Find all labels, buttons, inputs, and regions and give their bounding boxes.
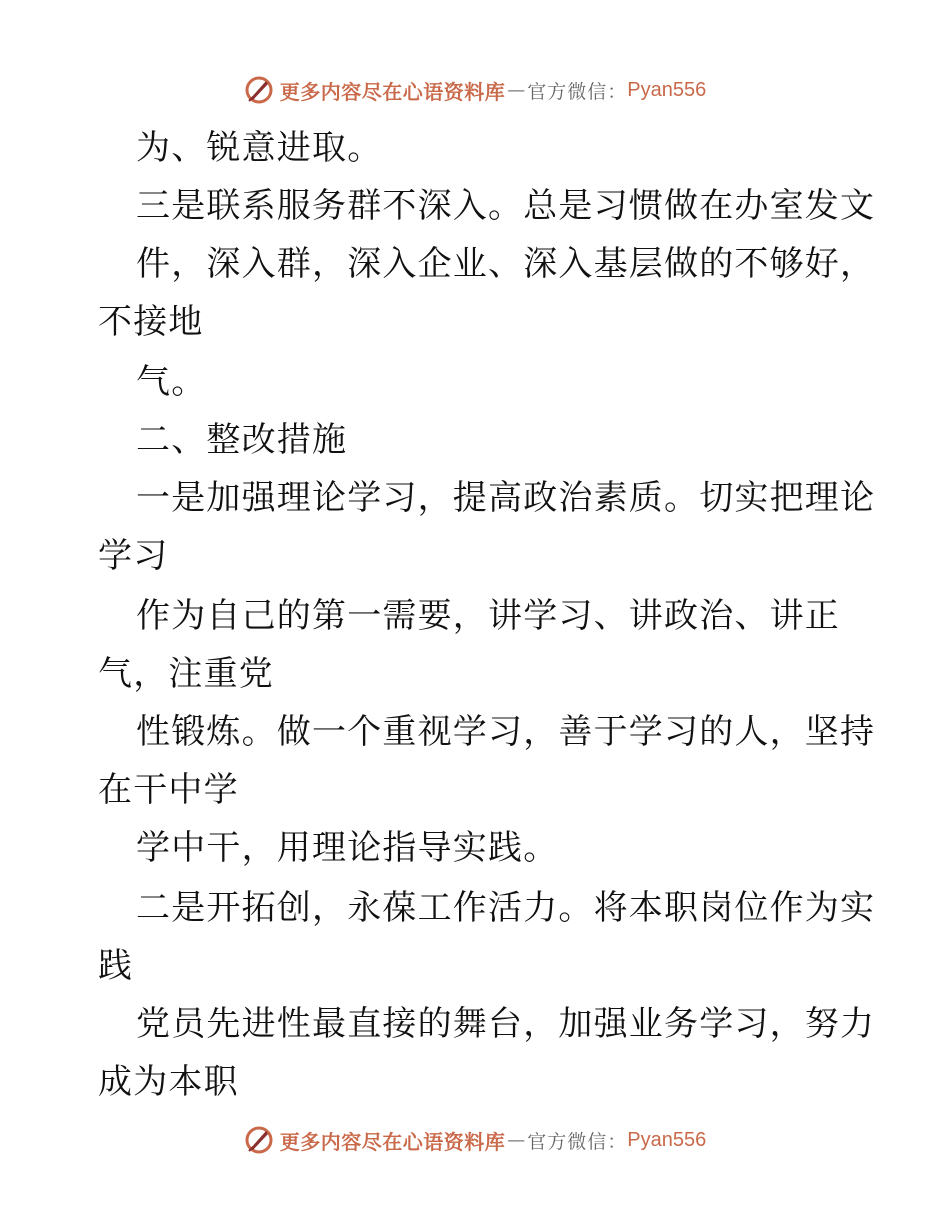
body-line-16: 党员先进性最直接的舞台，加强业务学习，努力 [136,1004,876,1044]
body-line-9: 作为自己的第一需要，讲学习、讲政治、讲正 [136,596,840,636]
footer-wechat-label: 官方微信： [527,1130,628,1153]
body-line-4: 不接地 [98,302,204,342]
body-line-12: 在干中学 [98,770,239,810]
body-line-5: 气。 [136,362,207,402]
body-line-8: 学习 [98,536,169,576]
body-line-15: 践 [98,946,134,986]
body-line-17: 成为本职 [98,1062,239,1102]
body-line-2: 三是联系服务群不深入。总是习惯做在办室发文 [136,186,876,226]
section-heading: 二、整改措施 [136,420,348,460]
body-line-3: 件，深入群，深入企业、深入基层做的不够好， [136,244,876,284]
header-dash: — [507,79,526,101]
header-banner [0,70,950,110]
quill-logo-icon [244,1125,274,1155]
body-line-13: 学中干，用理论指导实践。 [136,828,559,868]
body-line-14: 二是开拓创，永葆工作活力。将本职岗位作为实 [136,888,876,928]
footer-wechat-id: Pyan556 [627,1128,707,1151]
body-line-10: 气，注重党 [98,654,274,694]
quill-logo-icon [244,75,274,105]
body-line-1: 为、锐意进取。 [136,128,383,168]
header-wechat-label: 官方微信： [527,80,628,103]
footer-brand: 更多内容尽在心语资料库 [279,1129,506,1154]
body-line-7: 一是加强理论学习，提高政治素质。切实把理论 [136,478,876,518]
header-wechat-id: Pyan556 [627,78,707,101]
footer-dash: — [507,1129,526,1151]
footer-banner [0,1120,950,1160]
header-brand: 更多内容尽在心语资料库 [279,79,506,104]
body-line-11: 性锻炼。做一个重视学习，善于学习的人，坚持 [136,712,876,752]
